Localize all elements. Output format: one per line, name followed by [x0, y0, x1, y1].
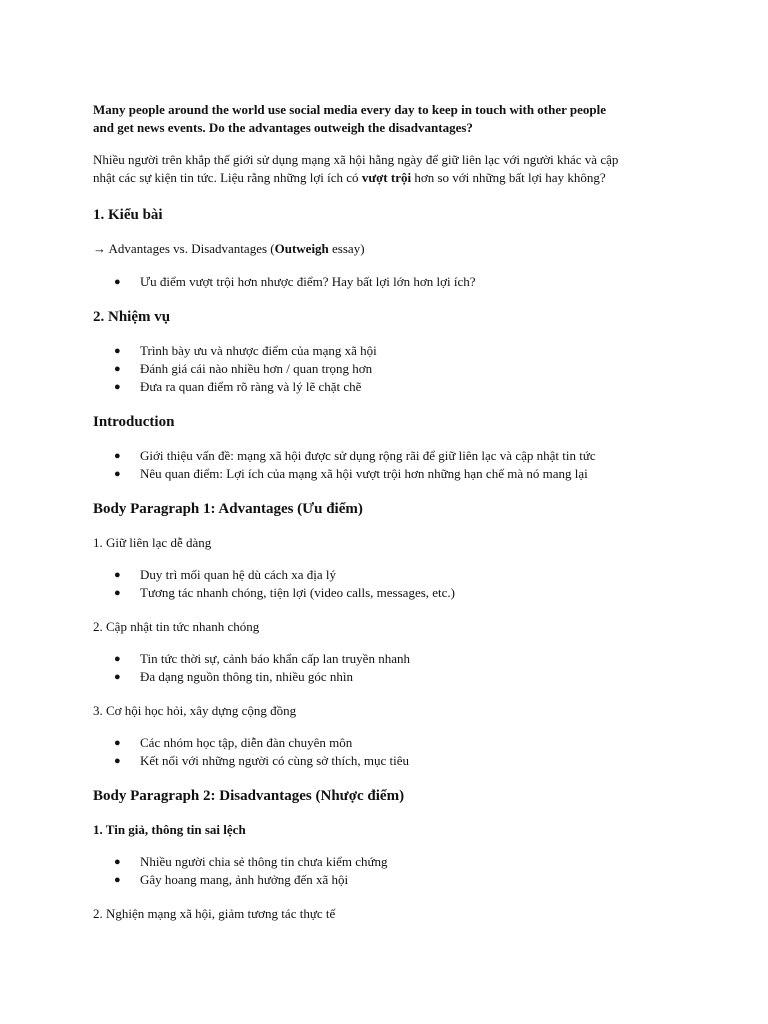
bullet-icon: ● [114, 671, 121, 683]
bullet-icon: ● [114, 737, 121, 749]
bullet-icon: ● [114, 276, 121, 288]
list-item-text: Đánh giá cái nào nhiều hơn / quan trọng hơn [140, 361, 373, 376]
bullet-icon: ● [114, 856, 121, 868]
list-item [114, 871, 688, 889]
bullet-icon: ● [114, 345, 121, 357]
list-item-text: Tương tác nhanh chóng, tiện lợi (video calls, messages, etc.) [140, 585, 456, 600]
list-item-text: Đưa ra quan điểm rõ ràng và lý lẽ chặt chẽ [140, 379, 362, 394]
essay-question [93, 101, 688, 137]
question-translation [93, 151, 688, 187]
essay-type-list [93, 273, 688, 291]
point-list [93, 853, 688, 889]
translation-line-2-start: nhật các sự kiện tin tức. Liệu rằng những lợi ích có [93, 170, 362, 185]
list-item [114, 465, 688, 483]
point-list [93, 650, 688, 686]
list-item-text: Duy trì mối quan hệ dù cách xa địa lý [140, 567, 337, 582]
list-item-text: Ưu điểm vượt trội hơn nhược điểm? Hay bất lợi lớn hơn lợi ích? [140, 274, 476, 289]
list-item [114, 360, 688, 378]
bullet-icon: ● [114, 755, 121, 767]
bullet-icon: ● [114, 450, 121, 462]
point-list [93, 566, 688, 602]
translation-line-1: Nhiều người trên khắp thế giới sử dụng mạng xã hội hằng ngày để giữ liên lạc với người khác và cập [93, 152, 619, 167]
list-item [114, 273, 688, 291]
section-heading-body-1: Body Paragraph 1: Advantages (Ưu điểm) [93, 501, 363, 517]
point-title: 3. Cơ hội học hỏi, xây dựng cộng đồng [93, 703, 297, 718]
bullet-icon: ● [114, 381, 121, 393]
list-item-text: Tin tức thời sự, cảnh báo khẩn cấp lan truyền nhanh [140, 651, 410, 666]
point-title: 1. Giữ liên lạc dễ dàng [93, 535, 212, 550]
list-item-text: Kết nối với những người có cùng sở thích, mục tiêu [140, 753, 410, 768]
question-line-2: and get news events. Do the advantages outweigh the disadvantages? [93, 120, 473, 135]
point-title: 1. Tin giả, thông tin sai lệch [93, 822, 246, 837]
essay-type-line [93, 240, 688, 258]
list-item-text: Nhiều người chia sẻ thông tin chưa kiểm chứng [140, 854, 388, 869]
list-item-text: Nêu quan điểm: Lợi ích của mạng xã hội vượt trội hơn những hạn chế mà nó mang lại [140, 466, 588, 481]
essay-type-prefix: → Advantages vs. Disadvantages ( [93, 241, 275, 256]
list-item-text: Các nhóm học tập, diễn đàn chuyên môn [140, 735, 353, 750]
list-item-text: Giới thiệu vấn đề: mạng xã hội được sử dụng rộng rãi để giữ liên lạc và cập nhật tin tức [140, 448, 596, 463]
bullet-icon: ● [114, 363, 121, 375]
list-item [114, 752, 688, 770]
bullet-icon: ● [114, 874, 121, 886]
essay-type-emphasis: Outweigh [274, 241, 329, 256]
list-item [114, 734, 688, 752]
list-item [114, 584, 688, 602]
list-item-text: Trình bày ưu và nhược điểm của mạng xã hội [140, 343, 377, 358]
tasks-list [93, 342, 688, 396]
list-item [114, 342, 688, 360]
bullet-icon: ● [114, 468, 121, 480]
list-item-text: Gây hoang mang, ảnh hưởng đến xã hội [140, 872, 349, 887]
list-item [114, 650, 688, 668]
bullet-icon: ● [114, 569, 121, 581]
point-title: 2. Cập nhật tin tức nhanh chóng [93, 619, 260, 634]
section-heading-essay-type: 1. Kiểu bài [93, 207, 163, 223]
bullet-icon: ● [114, 653, 121, 665]
translation-line-2-end: hơn so với những bất lợi hay không? [411, 170, 606, 185]
list-item [114, 378, 688, 396]
essay-type-suffix: essay) [328, 241, 365, 256]
section-heading-introduction: Introduction [93, 414, 175, 430]
section-heading-body-2: Body Paragraph 2: Disadvantages (Nhược điểm) [93, 788, 405, 804]
question-line-1: Many people around the world use social media every day to keep in touch with other people [93, 102, 607, 117]
point-title: 2. Nghiện mạng xã hội, giảm tương tác thực tế [93, 906, 336, 921]
list-item [114, 447, 688, 465]
point-list [93, 734, 688, 770]
section-heading-tasks: 2. Nhiệm vụ [93, 309, 171, 325]
list-item [114, 566, 688, 584]
list-item [114, 668, 688, 686]
translation-emphasis: vượt trội [361, 170, 412, 185]
bullet-icon: ● [114, 587, 121, 599]
list-item-text: Đa dạng nguồn thông tin, nhiều góc nhìn [140, 669, 354, 684]
introduction-list [93, 447, 688, 483]
list-item [114, 853, 688, 871]
